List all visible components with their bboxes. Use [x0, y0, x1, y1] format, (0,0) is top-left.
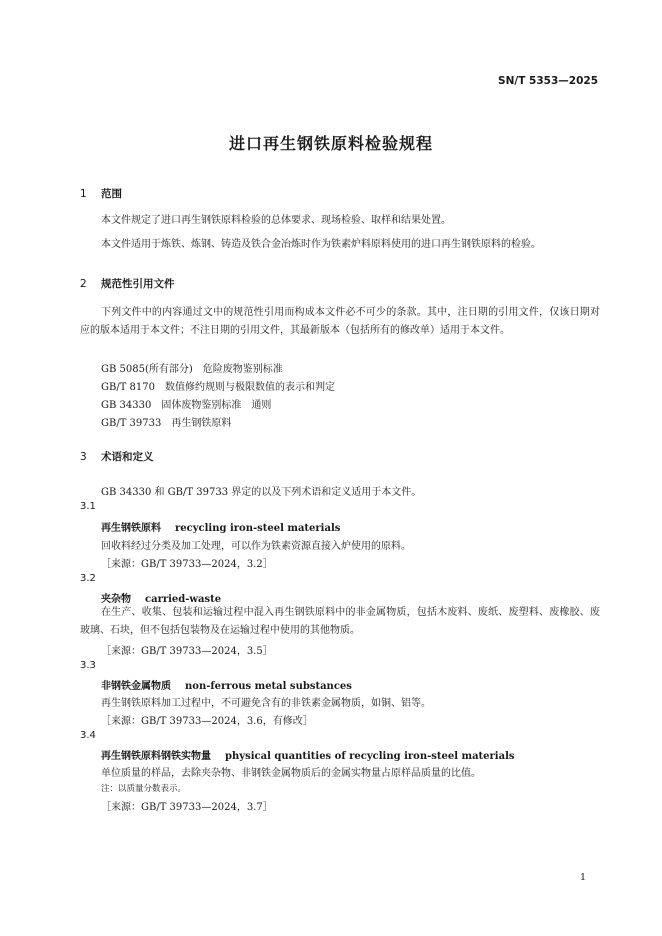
section-number: 1	[80, 188, 87, 200]
term-chinese: 非钢铁金属物质	[101, 681, 171, 692]
term-number: 3.2	[80, 573, 96, 584]
term-english: non-ferrous metal substances	[185, 681, 352, 692]
term-chinese: 再生钢铁原料	[101, 523, 161, 534]
reference-item: GB 5085(所有部分) 危险废物鉴别标准	[101, 364, 283, 375]
term-number: 3.4	[80, 730, 96, 741]
term-definition: 回收料经过分类及加工处理，可以作为铁素资源直接入炉使用的原料。	[101, 541, 411, 552]
reference-item: GB/T 39733 再生钢铁原料	[101, 418, 232, 429]
section-2-heading	[80, 276, 175, 291]
term-english: carried-waste	[145, 594, 222, 605]
section-1-heading	[80, 186, 122, 201]
term-definition: 再生钢铁原料加工过程中，不可避免含有的非铁素金属物质，如铜、铝等。	[101, 698, 431, 709]
term-heading	[101, 677, 352, 692]
term-definition: 单位质量的样品，去除夹杂物、非钢铁金属物质后的金属实物量占原样品质量的比值。	[101, 768, 481, 779]
paragraph: 下列文件中的内容通过文中的规范性引用而构成本文件必不可少的条款。其中，注日期的引用文件，仅该日期对应的版本适用于本文件；不注日期的引用文件，其最新版本（包括所有的修改单）适用于本文件。	[80, 307, 600, 336]
term-english: recycling iron-steel materials	[175, 523, 341, 534]
page-number: 1	[579, 872, 586, 883]
term-number: 3.1	[80, 501, 96, 512]
term-heading	[101, 747, 515, 762]
term-definition: 在生产、收集、包装和运输过程中混入再生钢铁原料中的非金属物质，包括木废料、废纸、废塑料、废橡胶、废玻璃、石块，但不包括包装物及在运输过程中使用的其他物质。	[80, 607, 600, 636]
term-heading	[101, 590, 221, 605]
term-chinese: 夹杂物	[101, 594, 131, 605]
section-title: 规范性引用文件	[101, 278, 175, 290]
term-source: ［来源：GB/T 39733—2024，3.7］	[101, 802, 273, 813]
paragraph: GB 34330 和 GB/T 39733 界定的以及下列术语和定义适用于本文件。	[101, 487, 422, 498]
paragraph: 本文件规定了进口再生钢铁原料检验的总体要求、现场检验、取样和结果处置。	[101, 215, 451, 226]
section-number: 3	[80, 451, 87, 463]
section-number: 2	[80, 278, 87, 290]
paragraph: 本文件适用于炼铁、炼钢、铸造及铁合金冶炼时作为铁素炉料原料使用的进口再生钢铁原料的检验。	[101, 239, 541, 250]
reference-item: GB/T 8170 数值修约规则与极限数值的表示和判定	[101, 382, 336, 393]
document-number: SN/T 5353—2025	[498, 75, 598, 87]
section-title: 术语和定义	[101, 451, 154, 463]
term-note: 注：以质量分数表示。	[101, 784, 187, 794]
term-english: physical quantities of recycling iron-steel materials	[225, 751, 515, 762]
term-source: ［来源：GB/T 39733—2024，3.6，有修改］	[101, 716, 313, 727]
term-chinese: 再生钢铁原料钢铁实物量	[101, 751, 211, 762]
document-title: 进口再生钢铁原料检验规程	[228, 134, 433, 153]
reference-item: GB 34330 固体废物鉴别标准 通则	[101, 400, 272, 411]
term-source: ［来源：GB/T 39733—2024，3.2］	[101, 559, 273, 570]
section-title: 范围	[101, 188, 122, 200]
section-3-heading	[80, 449, 154, 464]
term-source: ［来源：GB/T 39733—2024，3.5］	[101, 646, 273, 657]
term-heading	[101, 519, 340, 534]
term-number: 3.3	[80, 660, 96, 671]
